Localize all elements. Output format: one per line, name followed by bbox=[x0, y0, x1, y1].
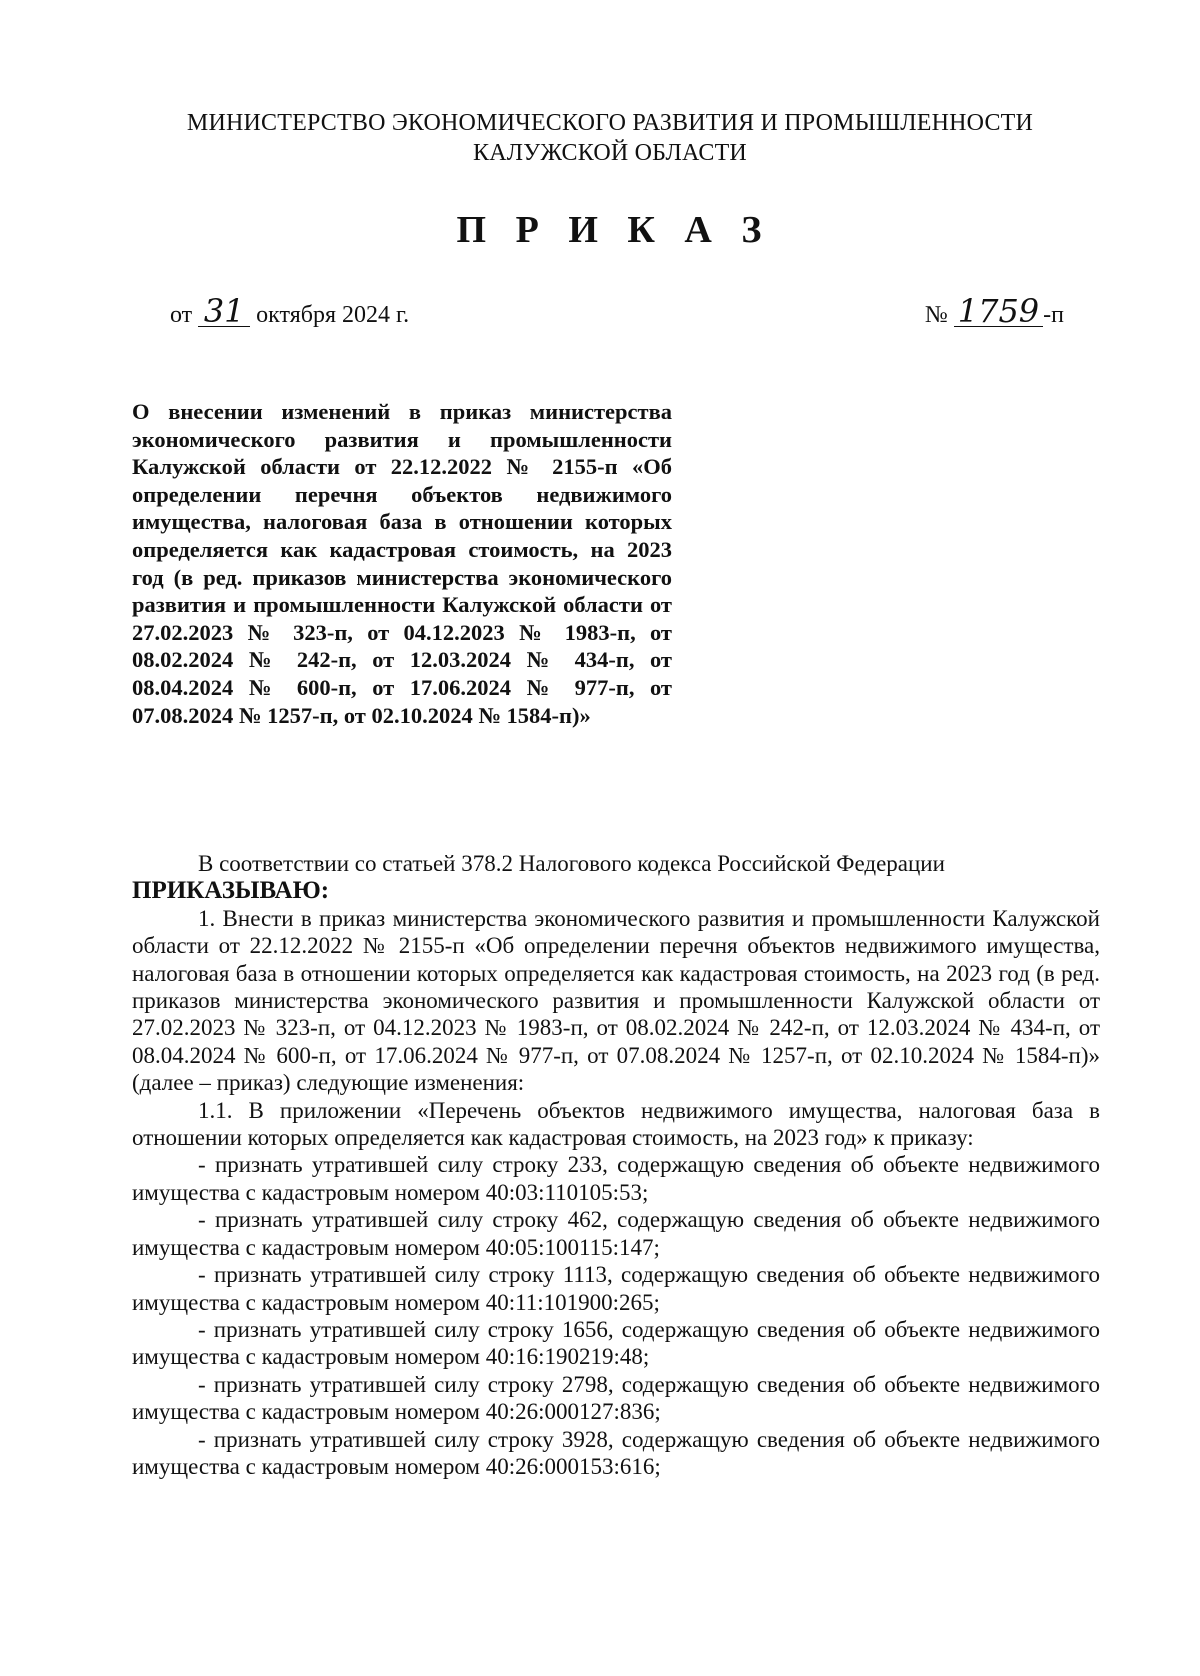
item-1: 1. Внести в приказ министерства экономического развития и промышленности Калужской области от 22.12.2022 № 2155-п «Об определении перечня объектов недвижимого имущества, налоговая база в отношении которых определяется как кадастровая стоимость, на 2023 год (в ред. приказов министерства экономического развития и промышленности Калужской области от 27.02.2023 № 323-п, от 04.12.2023 № 1983-п, от 08.02.2024 № 242-п, от 12.03.2024 № 434-п, от 08.04.2024 № 600-п, от 17.06.2024 № 977-п, от 07.08.2024 № 1257-п, от 02.10.2024 № 1584-п)» (далее – приказ) следующие изменения: bbox=[132, 905, 1100, 1096]
number-suffix: -п bbox=[1043, 302, 1064, 328]
order-number bbox=[924, 292, 1064, 330]
preamble bbox=[132, 850, 1100, 877]
order-subject-text: О внесении изменений в приказ министерства экономического развития и промышленности Калужской области от 22.12.2022 № 2155-п «Об определении перечня объектов недвижимого имущества, налоговая база в отношении которых определяется как кадастровая стоимость, на 2023 год (в ред. приказов министерства экономического развития и промышленности Калужской области от 27.02.2023 № 323-п, от 04.12.2023 № 1983-п, от 08.02.2024 № 242-п, от 12.03.2024 № 434-п, от 08.04.2024 № 600-п, от 17.06.2024 № 977-п, от 07.08.2024 № 1257-п, от 02.10.2024 № 1584-п)» bbox=[132, 399, 672, 728]
number-prefix: № bbox=[924, 302, 948, 328]
list-item: - признать утратившей силу строку 462, содержащую сведения об объекте недвижимого имущества с кадастровым номером 40:05:100115:147; bbox=[132, 1207, 1100, 1260]
date-month-year: октября 2024 г. bbox=[256, 302, 410, 328]
list-item: - признать утратившей силу строку 233, содержащую сведения об объекте недвижимого имущества с кадастровым номером 40:03:110105:53; bbox=[132, 1152, 1100, 1205]
date-prefix: от bbox=[170, 302, 193, 328]
ministry-line-1: МИНИСТЕРСТВО ЭКОНОМИЧЕСКОГО РАЗВИТИЯ И ПРОМЫШЛЕННОСТИ bbox=[186, 110, 1034, 136]
order-word: ПРИКАЗЫВАЮ: bbox=[132, 877, 330, 905]
document-type-title: П Р И К А З bbox=[456, 209, 772, 251]
preamble-text: В соответствии со статьей 378.2 Налогового кодекса Российской Федерации bbox=[198, 851, 945, 876]
handwritten-date-day: 31 bbox=[198, 296, 250, 327]
list-item: - признать утратившей силу строку 1656, содержащую сведения об объекте недвижимого имущества с кадастровым номером 40:16:190219:48; bbox=[132, 1316, 1100, 1370]
order-body bbox=[132, 850, 1100, 1480]
ministry-header bbox=[20, 108, 1200, 168]
handwritten-order-number: 1759 bbox=[954, 296, 1043, 327]
list-item: - признать утратившей силу строку 3928, содержащую сведения об объекте недвижимого имущества с кадастровым номером 40:26:000153:616; bbox=[132, 1426, 1100, 1479]
ministry-line-2: КАЛУЖСКОЙ ОБЛАСТИ bbox=[473, 140, 747, 166]
order-subject bbox=[132, 398, 672, 729]
item-1-1: 1.1. В приложении «Перечень объектов недвижимого имущества, налоговая база в отношении которых определяется как кадастровая стоимость, на 2023 год» к приказу: bbox=[132, 1097, 1100, 1151]
order-date bbox=[170, 292, 410, 330]
list-item: - признать утратившей силу строку 2798, содержащую сведения об объекте недвижимого имущества с кадастровым номером 40:26:000127:836; bbox=[132, 1371, 1100, 1425]
list-item: - признать утратившей силу строку 1113, содержащую сведения об объекте недвижимого имущества с кадастровым номером 40:11:101900:265; bbox=[132, 1262, 1100, 1315]
